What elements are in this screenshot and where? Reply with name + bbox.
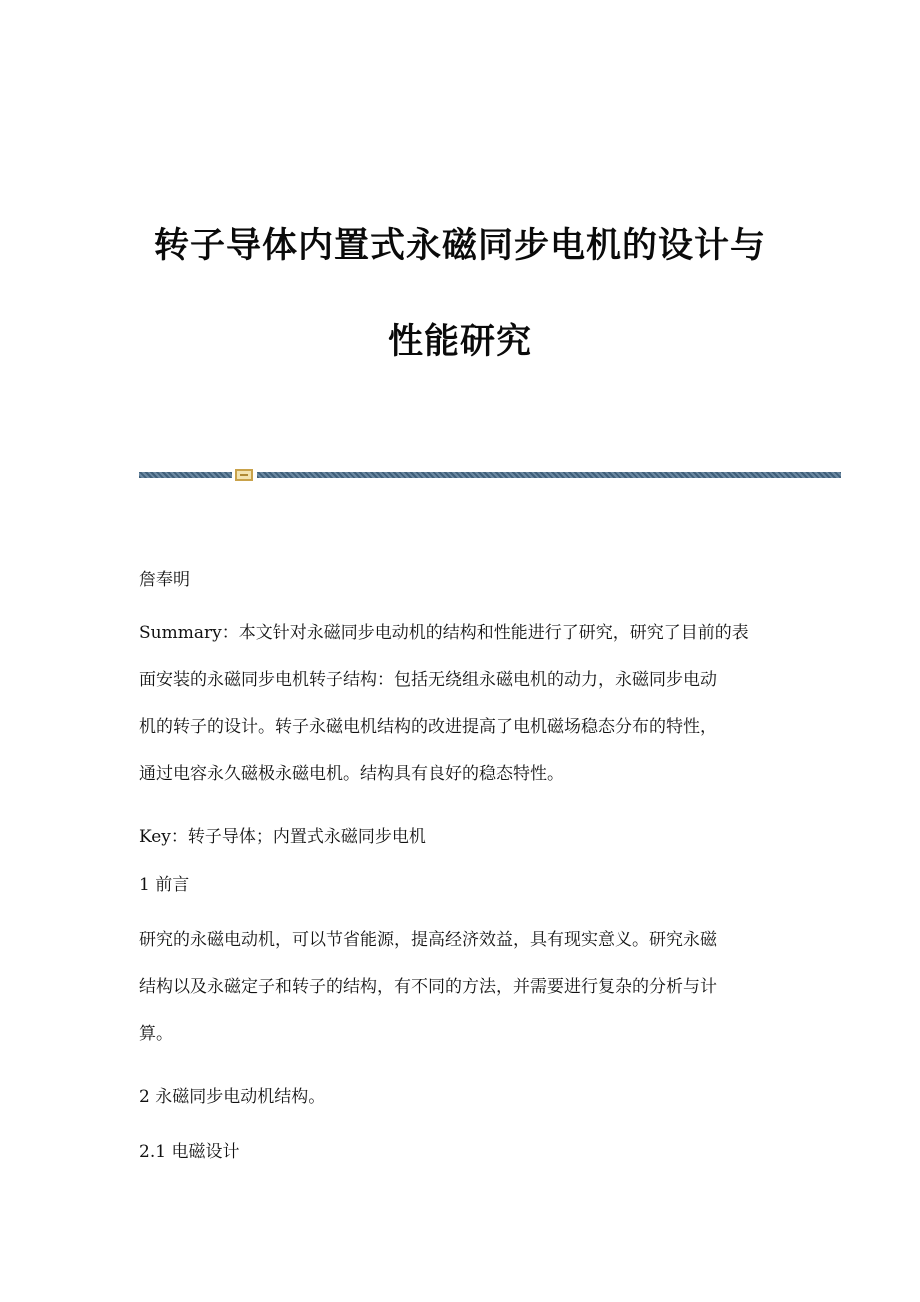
divider-bar-right bbox=[257, 472, 841, 478]
paragraph-line: 研究的永磁电动机，可以节省能源，提高经济效益，具有现实意义。研究永磁 bbox=[139, 930, 717, 950]
title-divider bbox=[139, 469, 841, 481]
summary-line: 机的转子的设计。转子永磁电机结构的改进提高了电机磁场稳态分布的特性， bbox=[139, 717, 717, 737]
keywords-line: Key：转子导体；内置式永磁同步电机 bbox=[139, 827, 426, 847]
summary-line: 面安装的永磁同步电机转子结构：包括无绕组永磁电机的动力，永磁同步电动 bbox=[139, 670, 717, 690]
summary-paragraph bbox=[139, 610, 784, 798]
author-name: 詹奉明 bbox=[139, 570, 190, 590]
divider-ornament-icon bbox=[235, 469, 253, 481]
document-title-line-2: 性能研究 bbox=[387, 322, 532, 362]
summary-line: 通过电容永久磁极永磁电机。结构具有良好的稳态特性。 bbox=[139, 764, 564, 784]
divider-bar-left bbox=[139, 472, 232, 478]
section-1-heading: 1 前言 bbox=[139, 875, 190, 895]
paragraph-line: 结构以及永磁定子和转子的结构，有不同的方法，并需要进行复杂的分析与计 bbox=[139, 977, 717, 997]
paragraph-line: 算。 bbox=[139, 1024, 173, 1044]
section-2-1-heading: 2.1 电磁设计 bbox=[139, 1142, 240, 1162]
document-title-line-1: 转子导体内置式永磁同步电机的设计与 bbox=[153, 226, 766, 266]
section-2-heading: 2 永磁同步电动机结构。 bbox=[139, 1087, 326, 1107]
section-1-paragraph bbox=[139, 917, 784, 1058]
summary-line: Summary：本文针对永磁同步电动机的结构和性能进行了研究，研究了目前的表 bbox=[139, 623, 749, 643]
